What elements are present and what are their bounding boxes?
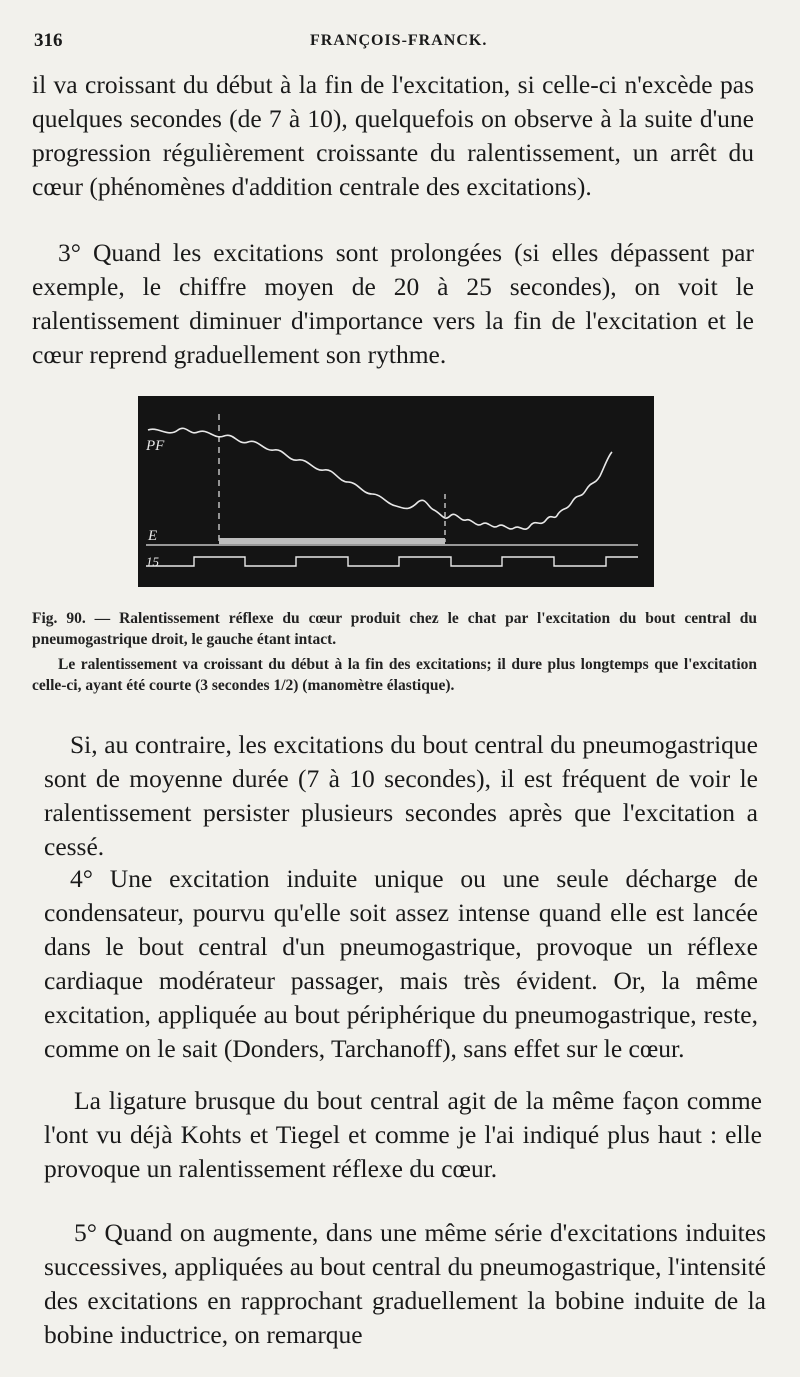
paragraph-2: 3° Quand les excitations sont prolongées (si elles dépassent par exemple, le chiffre moyen de 20 à 25 secondes), on voit le ralentissement diminuer d'importance vers la fin de l'excitation et le cœur reprend graduellement son rythme. bbox=[32, 238, 754, 369]
figure-90-tracing bbox=[138, 396, 654, 587]
label-e: E bbox=[148, 528, 158, 544]
label-pf: PF bbox=[146, 438, 165, 454]
figure-caption-title: Fig. 90. — Ralentissement réflexe du cœur produit chez le chat par l'excitation du bout central du pneumogastrique droit, le gauche étant intact. bbox=[32, 610, 757, 648]
excitation-bar bbox=[219, 538, 445, 544]
paragraph-6: 5° Quand on augmente, dans une même série d'excitations induites successives, appliquées au bout central du pneumogastrique, l'intensité des excitations en rapprochant graduellement la bobine induite de la bobine inductrice, on remarque bbox=[44, 1218, 766, 1349]
paragraph-3: Si, au contraire, les excitations du bout central du pneumogastrique sont de moyenne durée (7 à 10 secondes), il est fréquent de voir le ralentissement persister plusieurs secondes après que l'excitation a cessé. bbox=[44, 730, 758, 861]
time-signal bbox=[146, 557, 638, 566]
pressure-curve bbox=[148, 428, 612, 529]
page-header bbox=[34, 30, 760, 60]
label-15: 15 bbox=[146, 554, 159, 569]
running-head: FRANÇOIS-FRANCK. bbox=[310, 32, 488, 49]
tracing-plot bbox=[138, 396, 654, 587]
page-number: 316 bbox=[34, 30, 63, 51]
paragraph-4: 4° Une excitation induite unique ou une seule décharge de condensateur, pourvu qu'elle soit assez intense quand elle est lancée dans le bout central d'un pneumogastrique, provoque un réflexe cardiaque modérateur passager, mais très évident. Or, la même excitation, appliquée au bout périphérique du pneumogastrique, reste, comme on le sait (Donders, Tarchanoff), sans effet sur le cœur. bbox=[44, 864, 758, 1063]
paragraph-5: La ligature brusque du bout central agit de la même façon comme l'ont vu déjà Kohts et Tiegel et comme je l'ai indiqué plus haut : elle provoque un ralentissement réflexe du cœur. bbox=[44, 1086, 762, 1183]
paragraph-1: il va croissant du début à la fin de l'excitation, si celle-ci n'excède pas quelques secondes (de 7 à 10), quelquefois on observe à la suite d'une progression régulièrement croissante du ralentissement, un arrêt du cœur (phénomènes d'addition centrale des excitations). bbox=[32, 70, 754, 201]
figure-caption-note: Le ralentissement va croissant du début à la fin des excitations; il dure plus longtemps que l'excitation celle-ci, ayant été courte (3 secondes 1/2) (manomètre élastique). bbox=[32, 656, 757, 694]
